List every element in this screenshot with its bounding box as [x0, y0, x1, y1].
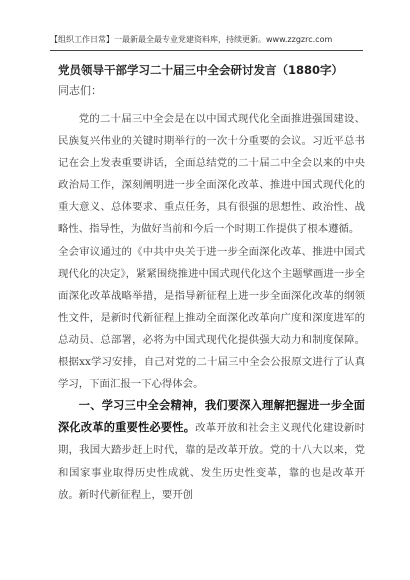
paragraph-1: 党的二十届三中全会是在以中国式现代化全面推进强国建设、民族复兴伟业的关键时期举行的一次十分重要的会议。习近平总书记在会上发表重要讲话，全面总结党的二十届二中全会以来的中央政治局工作，深刻阐明进一步全面深化改革、推进中国式现代化的重大意义、总体要求、重点任务，具有很强的思想性、政治性、战略性、指导性，为做好当前和今后一个时期工作提供了根本遵循。 [58, 113, 365, 236]
salutation: 同志们： [58, 84, 102, 97]
page-header [50, 30, 350, 50]
section-1-heading: 一、学习三中全会精神，我们要深入理解把握进一步全面深化改革的重要性必要性。 [58, 399, 365, 435]
paragraph-2: 全会审议通过的《中共中央关于进一步全面深化改革、推进中国式现代化的决定》，紧紧围绕推进中国式现代化这个主题擘画进一步全面深化改革战略举措，是指导新征程上进一步全面深化改革的纲领性文件，是新时代新征程上推动全面深化改革向广度和深度进军的总动员、总部署，必将为中国式现代化提供强大动力和制度保障。根据xx学习安排，自己对党的二十届三中全会公报原文进行了认真学习，下面汇报一下心得体会。 [58, 245, 365, 391]
header-divider [50, 50, 363, 51]
header-text: 【组织工作日常】一最新最全最专业党建资料库，持续更新。www.zzgzrc.com [50, 35, 333, 44]
document-title: 党员领导干部学习二十届三中全会研讨发言（1880字） [58, 63, 344, 77]
section-1-paragraph [58, 395, 365, 505]
document-body [58, 108, 365, 506]
section-1-text: 改革开放和社会主义现代化建设新时期，我国大踏步赶上时代，靠的是改革开放。党的十八大以来，党和国家事业取得历史性成就、发生历史性变革，靠的也是改革开放。新时代新征程上，要开创 [58, 422, 365, 501]
